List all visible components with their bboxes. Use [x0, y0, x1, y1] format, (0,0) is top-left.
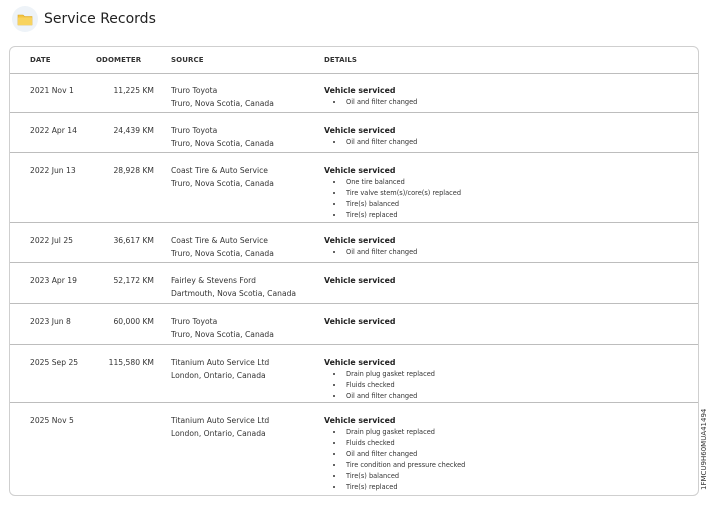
source-location: Dartmouth, Nova Scotia, Canada	[171, 289, 297, 298]
source-name: Titanium Auto Service Ltd	[171, 358, 270, 367]
detail-item: Tire(s) replaced	[324, 210, 694, 221]
page-title: Service Records	[44, 11, 156, 27]
column-header-details: DETAILS	[324, 56, 358, 64]
record-source	[171, 124, 321, 150]
column-header-odometer: ODOMETER	[96, 56, 142, 64]
table-row	[10, 263, 698, 304]
record-source	[171, 84, 321, 110]
record-details	[324, 84, 694, 108]
record-details	[324, 414, 694, 493]
record-odometer: 52,172 KM	[113, 276, 154, 285]
record-details	[324, 274, 694, 287]
record-date: 2023 Jun 8	[30, 317, 71, 326]
detail-title: Vehicle serviced	[324, 416, 396, 425]
record-odometer: 11,225 KM	[113, 86, 154, 95]
record-details	[324, 315, 694, 328]
record-date: 2022 Apr 14	[30, 126, 77, 135]
detail-list	[324, 247, 694, 258]
record-odometer: 36,617 KM	[113, 236, 154, 245]
detail-title: Vehicle serviced	[324, 86, 396, 95]
detail-title: Vehicle serviced	[324, 166, 396, 175]
source-name: Coast Tire & Auto Service	[171, 166, 268, 175]
source-name: Titanium Auto Service Ltd	[171, 416, 270, 425]
record-source	[171, 356, 321, 382]
source-name: Coast Tire & Auto Service	[171, 236, 268, 245]
column-header-date: DATE	[30, 56, 51, 64]
record-date: 2025 Nov 5	[30, 416, 74, 425]
source-location: London, Ontario, Canada	[171, 429, 266, 438]
detail-item: Tire(s) replaced	[324, 482, 694, 493]
record-odometer: 24,439 KM	[113, 126, 154, 135]
detail-title: Vehicle serviced	[324, 317, 396, 326]
record-odometer: 115,580 KM	[108, 358, 154, 367]
detail-item: Drain plug gasket replaced	[324, 427, 694, 438]
detail-item: Tire(s) balanced	[324, 471, 694, 482]
record-details	[324, 234, 694, 258]
record-details	[324, 124, 694, 148]
detail-title: Vehicle serviced	[324, 276, 396, 285]
source-name: Fairley & Stevens Ford	[171, 276, 256, 285]
detail-list	[324, 427, 694, 493]
detail-item: Fluids checked	[324, 438, 694, 449]
table-header	[10, 47, 698, 74]
detail-item: Oil and filter changed	[324, 449, 694, 460]
column-header-source: SOURCE	[171, 56, 204, 64]
record-odometer: 28,928 KM	[113, 166, 154, 175]
folder-icon	[12, 6, 38, 32]
record-details	[324, 356, 694, 402]
vin-label: 1FMCU9H60MUA41494	[700, 408, 708, 490]
table-row	[10, 223, 698, 263]
table-row	[10, 73, 698, 113]
record-date: 2022 Jul 25	[30, 236, 73, 245]
record-source	[171, 274, 321, 300]
detail-item: Tire condition and pressure checked	[324, 460, 694, 471]
record-source	[171, 315, 321, 341]
detail-list	[324, 97, 694, 108]
record-source	[171, 234, 321, 260]
detail-item: Oil and filter changed	[324, 137, 694, 148]
source-name: Truro Toyota	[171, 126, 218, 135]
detail-list	[324, 177, 694, 221]
table-row	[10, 345, 698, 403]
record-date: 2023 Apr 19	[30, 276, 77, 285]
detail-title: Vehicle serviced	[324, 358, 396, 367]
table-row	[10, 113, 698, 153]
detail-item: Tire valve stem(s)/core(s) replaced	[324, 188, 694, 199]
detail-list	[324, 137, 694, 148]
detail-title: Vehicle serviced	[324, 236, 396, 245]
detail-item: Oil and filter changed	[324, 247, 694, 258]
record-date: 2025 Sep 25	[30, 358, 79, 367]
detail-item: Tire(s) balanced	[324, 199, 694, 210]
record-source	[171, 164, 321, 190]
detail-item: Fluids checked	[324, 380, 694, 391]
record-date: 2022 Jun 13	[30, 166, 76, 175]
source-location: Truro, Nova Scotia, Canada	[171, 249, 274, 258]
service-records-table	[9, 46, 699, 496]
table-row	[10, 153, 698, 223]
record-date: 2021 Nov 1	[30, 86, 74, 95]
detail-item: Oil and filter changed	[324, 391, 694, 402]
record-details	[324, 164, 694, 221]
table-row	[10, 304, 698, 345]
source-name: Truro Toyota	[171, 317, 218, 326]
source-location: Truro, Nova Scotia, Canada	[171, 139, 274, 148]
record-odometer: 60,000 KM	[113, 317, 154, 326]
source-location: Truro, Nova Scotia, Canada	[171, 330, 274, 339]
detail-item: Oil and filter changed	[324, 97, 694, 108]
source-location: London, Ontario, Canada	[171, 371, 266, 380]
source-location: Truro, Nova Scotia, Canada	[171, 99, 274, 108]
source-location: Truro, Nova Scotia, Canada	[171, 179, 274, 188]
record-source	[171, 414, 321, 440]
detail-list	[324, 369, 694, 402]
detail-item: One tire balanced	[324, 177, 694, 188]
table-row	[10, 403, 698, 496]
source-name: Truro Toyota	[171, 86, 218, 95]
detail-title: Vehicle serviced	[324, 126, 396, 135]
detail-item: Drain plug gasket replaced	[324, 369, 694, 380]
page-header	[12, 6, 156, 32]
